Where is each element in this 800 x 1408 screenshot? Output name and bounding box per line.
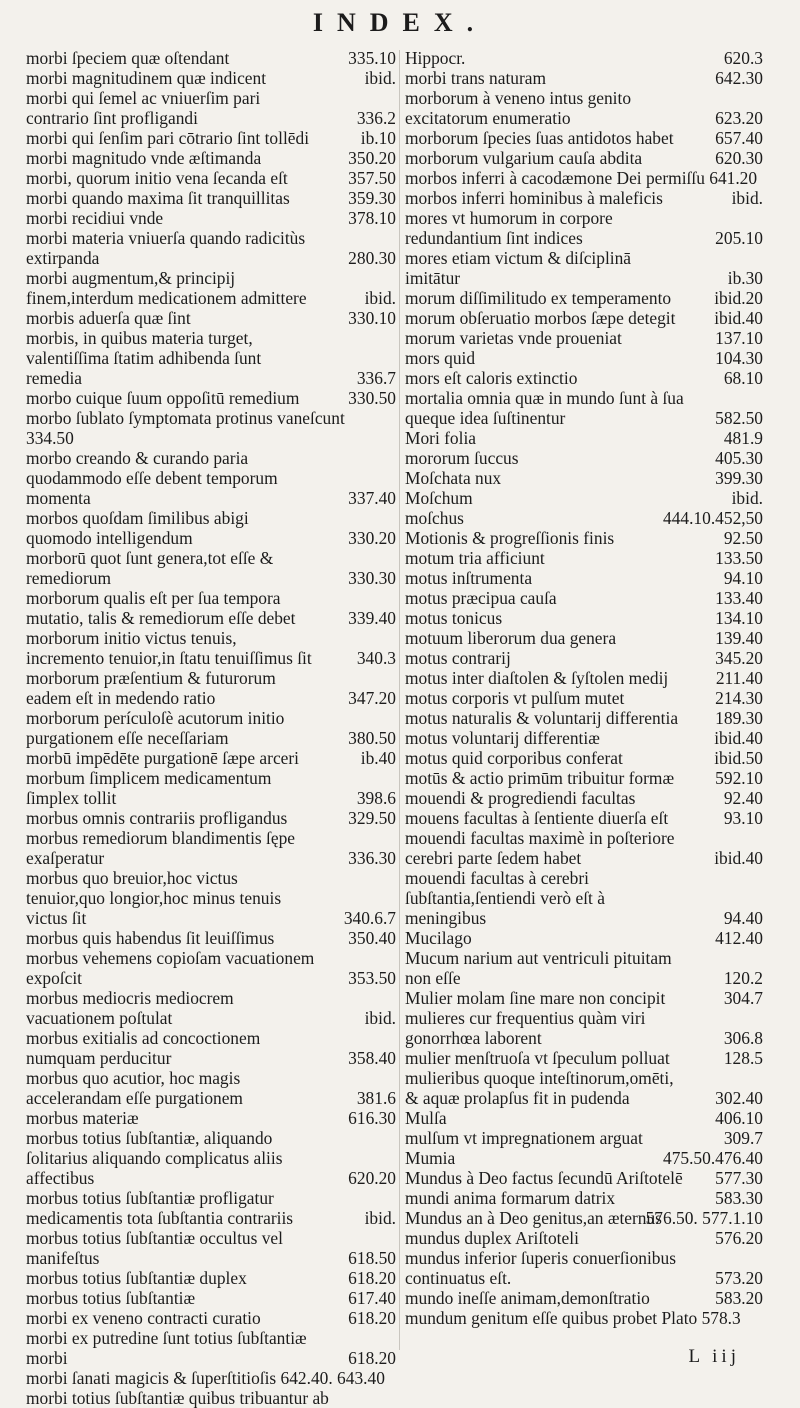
- index-entry: [26, 1308, 396, 1328]
- index-column-left: [26, 48, 396, 1408]
- index-entry: [405, 1108, 763, 1128]
- index-entry-ref: ibid.: [364, 1208, 396, 1228]
- index-entry-ref: 573.20: [715, 1268, 763, 1288]
- index-entry: [26, 1228, 396, 1268]
- index-entry-ref: 359.30: [348, 188, 396, 208]
- index-entry-ref: 330.10: [348, 308, 396, 328]
- index-entry: [26, 208, 396, 228]
- index-entry-ref: 350.20: [348, 148, 396, 168]
- index-entry-ref: 339.40: [348, 608, 396, 628]
- index-entry-text: Motionis & progreſſionis finis: [405, 528, 615, 548]
- index-entry-ref: ibid.: [731, 188, 763, 208]
- index-entry-ref: 583.20: [715, 1288, 763, 1308]
- index-entry-ref: 128.5: [723, 1048, 763, 1068]
- index-entry-text: motum tria afficiunt: [405, 548, 545, 568]
- index-entry: [26, 128, 396, 148]
- index-entry: [26, 388, 396, 408]
- index-entry-text: mors quid: [405, 348, 476, 368]
- index-entry-ref: 406.10: [715, 1108, 763, 1128]
- index-entry-text: morbos quoſdam ſimilibus abigi quomodo intelligendum: [26, 508, 249, 548]
- index-entry-text: morbi qui ſenſim pari cōtrario ſint tollēdi: [26, 128, 310, 148]
- index-entry-ref: ibid.20: [714, 288, 763, 308]
- index-entry-ref: 134.10: [715, 608, 763, 628]
- index-entry-ref: 336.2: [356, 108, 396, 128]
- index-entry: [26, 188, 396, 208]
- index-entry: [26, 1188, 396, 1228]
- index-entry-ref: 618.20: [348, 1308, 396, 1328]
- index-entry-text: motus inter diaſtolen & ſyſtolen medij: [405, 668, 669, 688]
- index-entry-ref: 577.30: [715, 1168, 763, 1188]
- index-entry-text: morbus totius ſubſtantiæ: [26, 1288, 196, 1308]
- index-entry: [405, 728, 763, 748]
- index-entry-text: morborū quot ſunt genera,tot eſſe & remediorum: [26, 548, 274, 588]
- index-entry: [405, 1008, 763, 1048]
- index-entry-text: Mulſa: [405, 1108, 447, 1128]
- index-entry-ref: ibid.: [364, 288, 396, 308]
- index-entry-ref: 133.40: [715, 588, 763, 608]
- index-entry-text: morbi ſpeciem quæ oſtendant: [26, 48, 230, 68]
- index-entry-text: mulier menſtruoſa vt ſpeculum polluat: [405, 1048, 670, 1068]
- index-entry: [405, 608, 763, 628]
- signature-mark: L iij: [688, 1346, 740, 1367]
- index-entry: [26, 168, 396, 188]
- index-entry: [405, 468, 763, 488]
- index-entry-text: mouendi facultas maximè in poſteriore cerebri parte ſedem habet: [405, 828, 675, 868]
- index-entry-text: mundo ineſſe animam,demonſtratio: [405, 1288, 650, 1308]
- index-entry: [405, 168, 763, 188]
- index-entry: [26, 768, 396, 808]
- index-entry-text: Mundus an à Deo genitus,an æternus: [405, 1208, 662, 1228]
- index-entry: [26, 988, 396, 1028]
- index-entry-text: morbi materia vniuerſa quando radicitùs extirpanda: [26, 228, 306, 268]
- index-entry: [405, 748, 763, 768]
- index-entry-ref: ibid.: [731, 488, 763, 508]
- index-entry: [405, 948, 763, 988]
- index-entry: [405, 828, 763, 868]
- index-entry: [26, 68, 396, 88]
- index-entry-text: morborum perículoſè acutorum initio purgationem eſſe neceſſariam: [26, 708, 285, 748]
- page-title: INDEX.: [312, 8, 488, 37]
- index-entry-text: motus tonicus: [405, 608, 503, 628]
- index-entry-text: morbi ex veneno contracti curatio: [26, 1308, 261, 1328]
- index-entry-text: Mumia: [405, 1148, 456, 1168]
- index-entry-text: Moſchum: [405, 488, 473, 508]
- index-entry-ref: 405.30: [715, 448, 763, 468]
- index-entry-ref: 330.30: [348, 568, 396, 588]
- index-entry-ref: 68.10: [723, 368, 763, 388]
- index-entry: [405, 1228, 763, 1248]
- index-entry-ref: ibid.40: [714, 728, 763, 748]
- index-entry: [405, 308, 763, 328]
- index-entry-ref: 620.30: [715, 148, 763, 168]
- index-entry-ref: ibid.: [364, 1008, 396, 1028]
- index-entry-text: morum obſeruatio morbos ſæpe detegit: [405, 308, 676, 328]
- index-entry-ref: 214.30: [715, 688, 763, 708]
- index-entry: [405, 528, 763, 548]
- index-entry: [405, 1148, 763, 1168]
- index-entry-text: motus naturalis & voluntarij differentia: [405, 708, 679, 728]
- index-entry-text: motūs & actio primūm tribuitur formæ: [405, 768, 675, 788]
- index-entry-text: morborum à veneno intus genito excitatorum enumeratio: [405, 88, 632, 128]
- index-entry-text: morbi augmentum,& principij finem,interdum medicationem admittere: [26, 268, 307, 308]
- index-entry: [26, 1388, 396, 1408]
- index-entry-text: morbi qui ſemel ac vniuerſim pari contrario ſint profligandi: [26, 88, 261, 128]
- index-entry: [405, 1068, 763, 1108]
- index-entry-ref: 345.20: [715, 648, 763, 668]
- index-entry-ref: 306.8: [723, 1028, 763, 1048]
- index-entry-text: Mori folia: [405, 428, 476, 448]
- index-entry-text: mouens facultas à ſentiente diuerſa eſt: [405, 808, 669, 828]
- index-entry: [405, 788, 763, 808]
- index-entry-ref: ibid.: [364, 68, 396, 88]
- index-entry-ref: 104.30: [715, 348, 763, 368]
- index-entry-text: morbi ex putredine ſunt totius ſubſtantiæ morbi: [26, 1328, 307, 1368]
- index-entry-text: morbi ſanati magicis & ſuperſtitioſis 642.40. 643.40: [26, 1368, 385, 1388]
- index-entry-text: morbis aduerſa quæ ſint: [26, 308, 191, 328]
- index-entry: [405, 188, 763, 208]
- index-entry-text: Hippocr.: [405, 48, 466, 68]
- index-entry: [26, 1068, 396, 1108]
- index-entry-ref: 398.6: [356, 788, 396, 808]
- index-entry: [405, 988, 763, 1008]
- index-entry-text: morbo cuique ſuum oppoſitū remedium: [26, 388, 300, 408]
- index-entry-text: morbus totius ſubſtantiæ profligatur medicamentis tota ſubſtantia contrariis: [26, 1188, 294, 1228]
- index-column-right: [405, 48, 763, 1328]
- index-entry-text: morborum ſpecies ſuas antidotos habet: [405, 128, 674, 148]
- index-entry-text: morbus vehemens copioſam vacuationem expoſcit: [26, 948, 315, 988]
- index-entry-ref: 475.50.476.40: [663, 1148, 763, 1168]
- index-entry-text: Moſchata nux: [405, 468, 502, 488]
- index-entry: [405, 1208, 763, 1228]
- index-entry: [405, 1248, 763, 1288]
- index-entry-text: mulieribus quoque inteſtinorum,omēti, & aquæ prolapſus fit in pudenda: [405, 1068, 674, 1108]
- index-entry-text: mulſum vt impregnationem arguat: [405, 1128, 643, 1148]
- index-entry: [26, 588, 396, 628]
- index-entry-text: mundus inferior ſuperis conuerſionibus continuatus eſt.: [405, 1248, 676, 1288]
- index-entry: [405, 1188, 763, 1208]
- index-entry-text: morbus materiæ: [26, 1108, 139, 1128]
- index-entry-ref: 616.30: [348, 1108, 396, 1128]
- index-entry-ref: 330.50: [348, 388, 396, 408]
- index-entry-text: morum varietas vnde proueniat: [405, 328, 622, 348]
- index-entry: [405, 148, 763, 168]
- index-entry-text: morborum qualis eſt per ſua tempora mutatio, talis & remediorum eſſe debet: [26, 588, 296, 628]
- index-entry: [26, 668, 396, 708]
- index-entry: [405, 1288, 763, 1308]
- index-entry: [405, 488, 763, 508]
- index-entry-ref: 444.10.452,50: [663, 508, 763, 528]
- index-entry-ref: 378.10: [348, 208, 396, 228]
- index-entry-text: morbū impēdēte purgationē ſæpe arceri: [26, 748, 300, 768]
- index-entry-text: morbus omnis contrariis profligandus: [26, 808, 288, 828]
- index-entry-ref: 592.10: [715, 768, 763, 788]
- index-entry: [405, 128, 763, 148]
- index-entry: [405, 1308, 763, 1328]
- index-entry-text: morbus totius ſubſtantiæ occultus vel manifeſtus: [26, 1228, 283, 1268]
- index-entry-ref: 93.10: [723, 808, 763, 828]
- index-entry-text: motus contrarij: [405, 648, 511, 668]
- index-entry: [405, 508, 763, 528]
- index-entry: [26, 868, 396, 928]
- index-entry-ref: 399.30: [715, 468, 763, 488]
- index-entry-text: morbum ſimplicem medicamentum ſimplex tollit: [26, 768, 272, 808]
- index-entry-text: Mucum narium aut ventriculi pituitam non eſſe: [405, 948, 672, 988]
- index-entry-ref: ib.10: [360, 128, 396, 148]
- index-entry: [26, 228, 396, 268]
- index-entry: [405, 868, 763, 928]
- index-entry: [405, 648, 763, 668]
- index-entry-text: morbus quo acutior, hoc magis accelerandam eſſe purgationem: [26, 1068, 243, 1108]
- index-entry-ref: 94.40: [723, 908, 763, 928]
- index-entry-text: mouendi facultas à cerebri ſubſtantia,ſentiendi verò eſt à meningibus: [405, 868, 605, 928]
- index-entry: [405, 368, 763, 388]
- index-entry-text: moſchus: [405, 508, 464, 528]
- index-entry-text: morbus remediorum blandimentis ſępe exaſperatur: [26, 828, 296, 868]
- index-entry: [405, 388, 763, 428]
- index-entry: [26, 88, 396, 128]
- index-entry: [405, 808, 763, 828]
- index-entry: [405, 348, 763, 368]
- index-entry-text: morbis, in quibus materia turget, valentiſſima ſtatim adhibenda ſunt remedia: [26, 328, 262, 388]
- index-entry-ref: 357.50: [348, 168, 396, 188]
- index-entry-text: morbos inferri hominibus à maleficis: [405, 188, 663, 208]
- index-entry: [405, 708, 763, 728]
- index-entry: [26, 948, 396, 988]
- index-entry-ref: ib.40: [360, 748, 396, 768]
- index-entry: [26, 308, 396, 328]
- index-entry-text: morbi magnitudo vnde æſtimanda: [26, 148, 262, 168]
- index-entry-text: motus quid corporibus conferat: [405, 748, 623, 768]
- index-entry-ref: 337.40: [348, 488, 396, 508]
- index-entry-text: mores vt humorum in corpore redundantium ſint indices: [405, 208, 613, 248]
- index-entry: [405, 208, 763, 248]
- index-entry-ref: 576.20: [715, 1228, 763, 1248]
- index-entry-text: morbi magnitudinem quæ indicent: [26, 68, 267, 88]
- index-entry-text: morborum præſentium & futurorum eadem eſt in medendo ratio: [26, 668, 276, 708]
- index-entry-text: mundi anima formarum datrix: [405, 1188, 616, 1208]
- index-entry-ref: 304.7: [723, 988, 763, 1008]
- index-entry-text: morbi recidiui vnde: [26, 208, 164, 228]
- index-entry-ref: 623.20: [715, 108, 763, 128]
- index-entry: [26, 1108, 396, 1128]
- index-entry-ref: 380.50: [348, 728, 396, 748]
- index-entry-ref: 205.10: [715, 228, 763, 248]
- index-entry-text: morbus quo breuior,hoc victus tenuior,quo longior,hoc minus tenuis victus ſit: [26, 868, 282, 928]
- index-entry-ref: 618.20: [348, 1348, 396, 1368]
- index-entry-text: morbi trans naturam: [405, 68, 547, 88]
- index-entry-ref: 618.20: [348, 1268, 396, 1288]
- index-entry-text: Mundus à Deo factus ſecundū Ariſtotelē: [405, 1168, 683, 1188]
- index-entry: [405, 448, 763, 468]
- index-entry: [26, 1288, 396, 1308]
- index-entry: [405, 688, 763, 708]
- index-entry-text: mores etiam victum & diſciplinā imitātur: [405, 248, 632, 288]
- index-entry-text: mundum genitum eſſe quibus probet Plato 578.3: [405, 1308, 741, 1328]
- index-entry-text: morbus quis habendus ſit leuiſſimus: [26, 928, 275, 948]
- index-entry-text: morbi totius ſubſtantiæ quibus tribuantur ab: [26, 1388, 329, 1408]
- column-divider: [399, 50, 400, 1350]
- index-entry-ref: 133.50: [715, 548, 763, 568]
- index-entry-text: mundus duplex Ariſtoteli: [405, 1228, 579, 1248]
- index-entry-ref: 280.30: [348, 248, 396, 268]
- index-entry-text: morum diſſimilitudo ex temperamento: [405, 288, 672, 308]
- index-entry-ref: 329.50: [348, 808, 396, 828]
- index-entry-text: motuum liberorum dua genera: [405, 628, 617, 648]
- index-entry-text: mouendi & progrediendi facultas: [405, 788, 636, 808]
- index-entry-ref: 617.40: [348, 1288, 396, 1308]
- index-entry: [26, 1028, 396, 1068]
- index-entry-text: motus inſtrumenta: [405, 568, 533, 588]
- index-entry-ref: 92.50: [723, 528, 763, 548]
- index-entry: [405, 1168, 763, 1188]
- index-entry: [26, 328, 396, 388]
- index-entry: [405, 428, 763, 448]
- index-entry-ref: 335.10: [348, 48, 396, 68]
- index-entry-text: motus præcipua cauſa: [405, 588, 557, 608]
- index-entry: [405, 568, 763, 588]
- index-entry: [26, 748, 396, 768]
- index-entry: [405, 68, 763, 88]
- index-entry: [405, 328, 763, 348]
- index-entry: [26, 808, 396, 828]
- index-entry-ref: 353.50: [348, 968, 396, 988]
- index-entry: [26, 1128, 396, 1188]
- index-entry: [26, 828, 396, 868]
- index-entry-ref: 358.40: [348, 1048, 396, 1068]
- index-entry: [26, 268, 396, 308]
- index-entry: [26, 48, 396, 68]
- index-entry-ref: 309.7: [723, 1128, 763, 1148]
- index-entry-ref: 642.30: [715, 68, 763, 88]
- index-entry: [405, 1048, 763, 1068]
- index-entry-ref: 120.2: [723, 968, 763, 988]
- index-entry-text: mororum ſuccus: [405, 448, 519, 468]
- index-entry-text: morbus totius ſubſtantiæ duplex: [26, 1268, 247, 1288]
- index-entry-text: Mucilago: [405, 928, 472, 948]
- index-entry: [26, 1328, 396, 1368]
- index-entry-ref: 412.40: [715, 928, 763, 948]
- index-entry-ref: 481.9: [723, 428, 763, 448]
- index-entry: [405, 628, 763, 648]
- index-entry-ref: 583.30: [715, 1188, 763, 1208]
- index-entry-ref: 336.7: [356, 368, 396, 388]
- index-entry-ref: 94.10: [723, 568, 763, 588]
- index-entry: [405, 88, 763, 128]
- index-entry: [405, 288, 763, 308]
- index-entry-text: motus voluntarij differentiæ: [405, 728, 600, 748]
- index-entry-ref: 336.30: [348, 848, 396, 868]
- index-entry-ref: ibid.40: [714, 848, 763, 868]
- index-entry: [405, 48, 763, 68]
- index-entry-text: mors eſt caloris extinctio: [405, 368, 578, 388]
- index-entry-ref: ib.30: [727, 268, 763, 288]
- index-entry-ref: 211.40: [715, 668, 763, 688]
- index-entry: [405, 668, 763, 688]
- index-entry-ref: 330.20: [348, 528, 396, 548]
- index-entry-text: Mulier molam ſine mare non concipit: [405, 988, 666, 1008]
- index-entry-ref: ibid.40: [714, 308, 763, 328]
- index-entry: [26, 1368, 396, 1388]
- index-entry: [405, 928, 763, 948]
- index-entry-ref: 618.50: [348, 1248, 396, 1268]
- index-entry-ref: 340.3: [356, 648, 396, 668]
- index-entry-ref: 620.20: [348, 1168, 396, 1188]
- index-entry: [405, 768, 763, 788]
- index-entry-text: morborum vulgarium cauſa abdita: [405, 148, 643, 168]
- index-entry-ref: 347.20: [348, 688, 396, 708]
- index-entry-ref: 139.40: [715, 628, 763, 648]
- index-entry: [26, 408, 396, 448]
- index-entry-text: morbi quando maxima ſit tranquillitas: [26, 188, 290, 208]
- index-entry-ref: 576.50. 577.1.10: [645, 1208, 763, 1228]
- index-entry-text: morbo ſublato ſymptomata protinus vaneſcunt 334.50: [26, 408, 345, 448]
- index-entry-ref: 350.40: [348, 928, 396, 948]
- index-entry: [26, 508, 396, 548]
- index-entry: [405, 248, 763, 288]
- index-entry-text: motus corporis vt pulſum mutet: [405, 688, 625, 708]
- index-entry-ref: 582.50: [715, 408, 763, 428]
- index-entry-ref: 92.40: [723, 788, 763, 808]
- index-entry-ref: 189.30: [715, 708, 763, 728]
- index-entry-text: morbi, quorum initio vena ſecanda eſt: [26, 168, 288, 188]
- index-entry-ref: 340.6.7: [343, 908, 396, 928]
- index-entry-ref: 620.3: [723, 48, 763, 68]
- index-entry-text: morbus exitialis ad concoctionem numquam perducitur: [26, 1028, 261, 1068]
- index-entry: [26, 548, 396, 588]
- index-entry: [405, 1128, 763, 1148]
- index-entry-text: mortalia omnia quæ in mundo ſunt à ſua queque idea ſuſtinentur: [405, 388, 684, 428]
- index-entry-text: morbus mediocris mediocrem vacuationem poſtulat: [26, 988, 234, 1028]
- index-entry-ref: 137.10: [715, 328, 763, 348]
- index-entry: [405, 548, 763, 568]
- index-entry-text: morbos inferri à cacodæmone Dei permiſſu 641.20: [405, 168, 758, 188]
- index-entry: [26, 928, 396, 948]
- index-entry-ref: ibid.50: [714, 748, 763, 768]
- index-entry: [26, 1268, 396, 1288]
- index-entry: [26, 148, 396, 168]
- index-entry-text: mulieres cur frequentius quàm viri gonorrhœa laborent: [405, 1008, 646, 1048]
- index-entry-text: morbus totius ſubſtantiæ, aliquando ſolitarius aliquando complicatus aliis affectibus: [26, 1128, 283, 1188]
- index-entry-ref: 657.40: [715, 128, 763, 148]
- index-entry: [26, 628, 396, 668]
- index-entry: [405, 588, 763, 608]
- index-entry: [26, 448, 396, 508]
- index-entry-text: morbo creando & curando paria quodammodo eſſe debent temporum momenta: [26, 448, 278, 508]
- index-entry: [26, 708, 396, 748]
- index-entry-text: morborum initio victus tenuis, incremento tenuior,in ſtatu tenuiſſimus ſit: [26, 628, 312, 668]
- index-entry-ref: 381.6: [356, 1088, 396, 1108]
- index-entry-ref: 302.40: [715, 1088, 763, 1108]
